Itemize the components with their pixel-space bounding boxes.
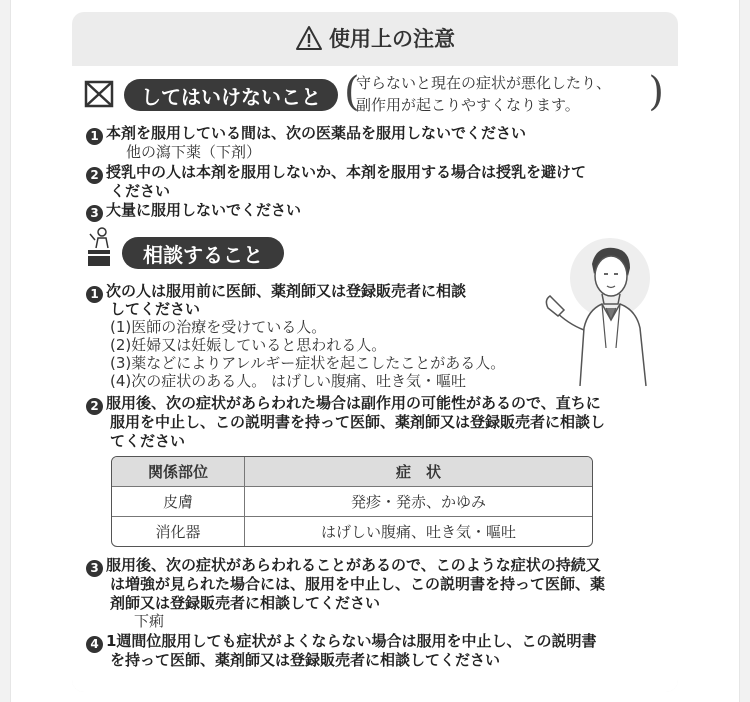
dont-note-line2: 副作用が起こりやすくなります。	[356, 96, 580, 114]
dont-item-3	[86, 201, 301, 222]
dont-item-2	[86, 163, 586, 184]
dont-note	[356, 72, 656, 118]
dont-item-1-sub: 他の瀉下薬（下剤）	[126, 143, 262, 161]
pharmacist-illustration	[540, 238, 660, 388]
consult-item-3-line1: 服用後、次の症状があらわれることがあるので、このような症状の持続又	[106, 556, 601, 574]
consult-item-4-line2: を持って医師、薬剤師又は登録販売者に相談してください	[110, 651, 501, 669]
consult-item-1-line2: してください	[110, 300, 201, 318]
consult-sub-4: (4)次の症状のある人。 はげしい腹痛、吐き気・嘔吐	[110, 372, 467, 390]
dont-item-2-cont: ください	[110, 182, 171, 200]
consult-icon	[86, 226, 112, 268]
consult-label: 相談すること	[122, 237, 284, 269]
table-cell-part: 消化器	[112, 517, 245, 546]
table-row	[112, 487, 592, 517]
symptom-table	[111, 456, 593, 547]
consult-item-4-line1: 1週間位服用しても症状がよくならない場合は服用を中止し、この説明書	[106, 632, 597, 650]
consult-item-3-line2: は増強が見られた場合には、服用を中止し、この説明書を持って医師、薬	[110, 575, 606, 593]
dont-label: してはいけないこと	[124, 79, 338, 111]
table-cell-symptom: 発疹・発赤、かゆみ	[245, 487, 592, 517]
number-2-badge: 2	[86, 398, 103, 415]
consult-item-3-line3: 剤師又は登録販売者に相談してください	[110, 594, 381, 612]
consult-sub-2: (2)妊婦又は妊娠していると思われる人。	[110, 336, 387, 354]
consult-item-2-line2: 服用を中止し、この説明書を持って医師、薬剤師又は登録販売者に相談し	[110, 413, 606, 431]
consult-sub-3: (3)薬などによりアレルギー症状を起こしたことがある人。	[110, 354, 506, 372]
table-cell-part: 皮膚	[112, 487, 245, 517]
consult-item-2-line1: 服用後、次の症状があらわれた場合は副作用の可能性があるので、直ちに	[106, 394, 601, 412]
table-header-row	[112, 457, 592, 487]
table-header-part: 関係部位	[112, 457, 245, 487]
number-4-badge: 4	[86, 636, 103, 653]
consult-item-4	[86, 632, 596, 653]
card-title	[72, 22, 678, 54]
consult-item-1-line1: 次の人は服用前に医師、薬剤師又は登録販売者に相談	[106, 282, 467, 300]
number-2-badge: 2	[86, 167, 103, 184]
prohibited-icon	[84, 80, 114, 108]
left-margin	[0, 0, 11, 702]
table-header-symptom: 症 状	[245, 457, 592, 487]
warning-icon	[295, 25, 323, 51]
consult-item-2	[86, 394, 601, 415]
dont-item-2-text: 授乳中の人は本剤を服用しないか、本剤を服用する場合は授乳を避けて	[106, 163, 587, 181]
dont-item-1-text: 本剤を服用している間は、次の医薬品を服用しないでください	[106, 124, 527, 142]
table-cell-symptom: はげしい腹痛、吐き気・嘔吐	[320, 523, 516, 541]
number-3-badge: 3	[86, 205, 103, 222]
consult-item-2-line3: てください	[110, 432, 186, 450]
dont-note-line1: ( 守らないと現在の症状が悪化したり、	[356, 74, 612, 92]
table-row	[112, 517, 592, 546]
consult-item-3-sub: 下痢	[134, 612, 165, 630]
number-1-badge: 1	[86, 128, 103, 145]
card-title-text: 使用上の注意	[329, 27, 455, 51]
dont-item-1	[86, 124, 526, 145]
right-margin	[739, 0, 750, 702]
number-3-badge: 3	[86, 560, 103, 577]
dont-item-3-text: 大量に服用しないでください	[106, 201, 302, 219]
consult-item-3	[86, 556, 601, 577]
consult-sub-1: (1)医師の治療を受けている人。	[110, 318, 327, 336]
number-1-badge: 1	[86, 286, 103, 303]
